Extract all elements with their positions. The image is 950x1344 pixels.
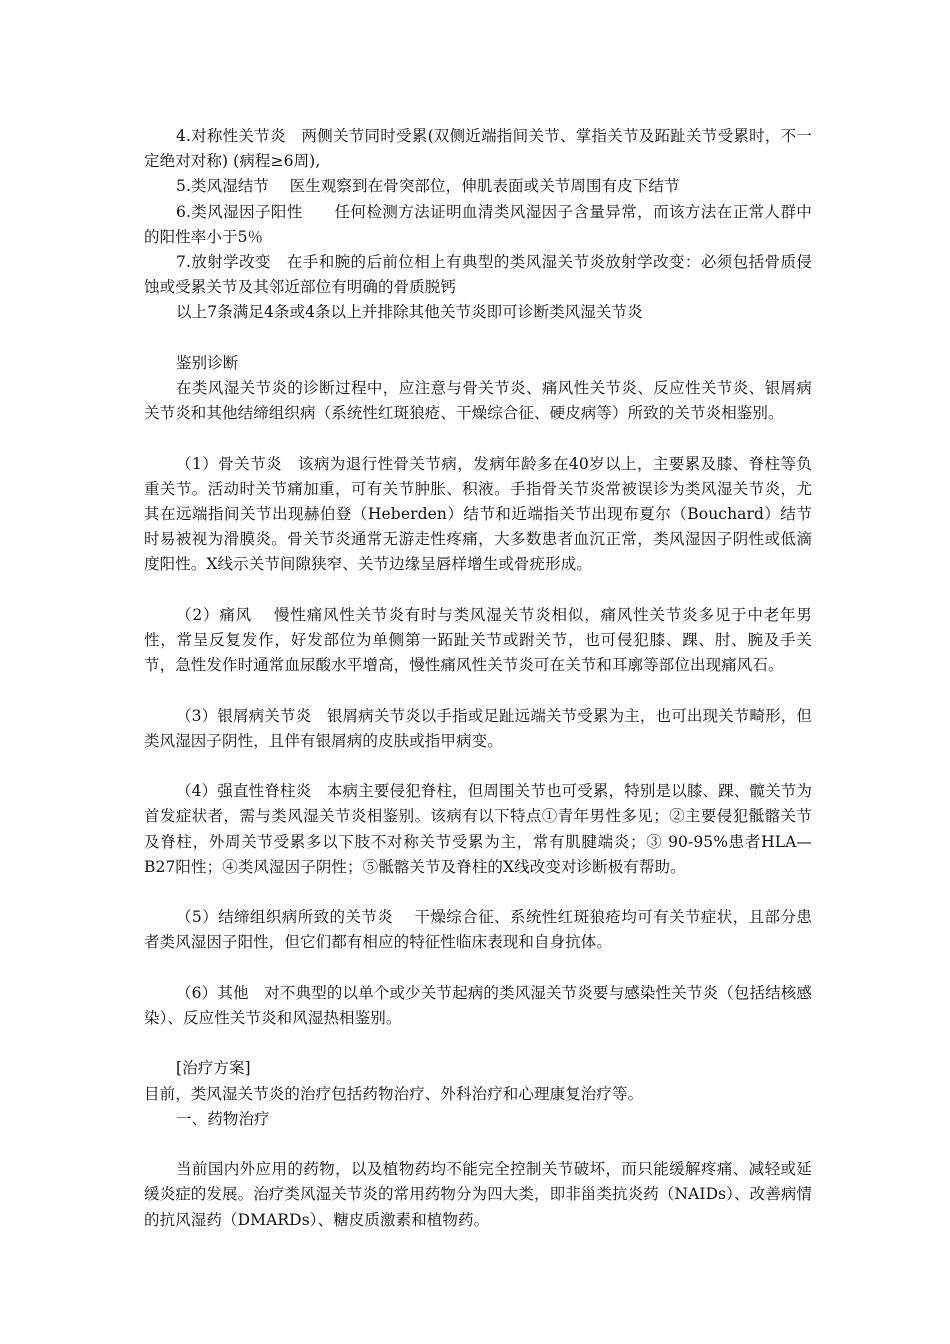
spacer [144, 880, 812, 905]
differential-item-1: （1）骨关节炎 该病为退行性骨关节病，发病年龄多在40岁以上，主要累及膝、脊柱等负重关节。活动时关节痛加重，可有关节肿胀、积液。手指骨关节炎常被误诊为类风湿关节炎，尤其在远端指间关节出现赫伯登（Heberden）结节和近端指关节出现布夏尔（Bouchard）结节时易被视为滑膜炎。骨关节炎通常无游走性疼痛，大多数患者血沉正常，类风湿因子阴性或低滴度阳性。X线示关节间隙狭窄、关节边缘呈唇样增生或骨疣形成。 [144, 454, 812, 574]
spacer [144, 956, 812, 981]
criterion-6: 6.类风湿因子阳性 任何检测方法证明血清类风湿因子含量异常，而该方法在正常人群中的阳性率小于5％ [144, 202, 812, 246]
criterion-4: 4.对称性关节炎 两侧关节同时受累(双侧近端指间关节、掌指关节及跖趾关节受累时，不一定绝对对称) (病程≥6周), [144, 127, 812, 171]
spacer [144, 578, 812, 603]
spacer [144, 326, 812, 351]
criterion-7: 7.放射学改变 在手和腕的后前位相上有典型的类风湿关节炎放射学改变：必须包括骨质侵蚀或受累关节及其邻近部位有明确的骨质脱钙 [144, 253, 812, 297]
differential-heading: 鉴别诊断 [176, 353, 239, 372]
spacer [144, 678, 812, 703]
criteria-summary: 以上7条满足4条或4条以上并排除其他关节炎即可诊断类风湿关节炎 [176, 303, 643, 322]
differential-item-2: （2）痛风 慢性痛风性关节炎有时与类风湿关节炎相似，痛风性关节炎多见于中老年男性，常呈反复发作，好发部位为单侧第一跖趾关节或跗关节，也可侵犯膝、踝、肘、腕及手关节，急性发作时通常血尿酸水平增高，慢性痛风性关节炎可在关节和耳廓等部位出现痛风石。 [144, 605, 812, 675]
differential-item-4: （4）强直性脊柱炎 本病主要侵犯脊柱，但周围关节也可受累，特别是以膝、踝、髋关节为首发症状者，需与类风湿关节炎相鉴别。该病有以下特点①青年男性多见；②主要侵犯骶髂关节及脊柱，外周关节受累多以下肢不对称关节受累为主，常有肌腱端炎；③ 90-95%患者HLA—B27阳性；④类风湿因子阴性；⑤骶髂关节及脊柱的X线改变对诊断极有帮助。 [144, 782, 812, 876]
spacer [144, 1031, 812, 1056]
differential-item-6: （6）其他 对不典型的以单个或少关节起病的类风湿关节炎要与感染性关节炎（包括结核感染）、反应性关节炎和风湿热相鉴别。 [144, 983, 812, 1027]
treatment-heading: [治疗方案] [176, 1059, 251, 1078]
spacer [144, 754, 812, 779]
differential-item-5: （5）结缔组织病所致的关节炎 干燥综合征、系统性红斑狼疮均可有关节症状，且部分患者类风湿因子阳性，但它们都有相应的特征性临床表现和自身抗体。 [144, 908, 812, 952]
criterion-5: 5.类风湿结节 医生观察到在骨突部位，伸肌表面或关节周围有皮下结节 [176, 177, 680, 196]
treatment-subheading: 一、药物治疗 [176, 1109, 270, 1128]
document-page [144, 124, 812, 1233]
treatment-intro: 目前，类风湿关节炎的治疗包括药物治疗、外科治疗和心理康复治疗等。 [144, 1084, 644, 1103]
spacer [144, 1132, 812, 1157]
differential-intro: 在类风湿关节炎的诊断过程中，应注意与骨关节炎、痛风性关节炎、反应性关节炎、银屑病关节炎和其他结缔组织病（系统性红斑狼疮、干燥综合征、硬皮病等）所致的关节炎相鉴别。 [144, 379, 812, 423]
differential-item-3: （3）银屑病关节炎 银屑病关节炎以手指或足趾远端关节受累为主，也可出现关节畸形，但类风湿因子阴性，且伴有银屑病的皮肤或指甲病变。 [144, 706, 812, 750]
treatment-paragraph: 当前国内外应用的药物，以及植物药均不能完全控制关节破坏，而只能缓解疼痛、减轻或延缓炎症的发展。治疗类风湿关节炎的常用药物分为四大类，即非甾类抗炎药（NAIDs）、改善病情的抗风湿药（DMARDs）、糖皮质激素和植物药。 [144, 1160, 813, 1229]
spacer [144, 426, 812, 451]
